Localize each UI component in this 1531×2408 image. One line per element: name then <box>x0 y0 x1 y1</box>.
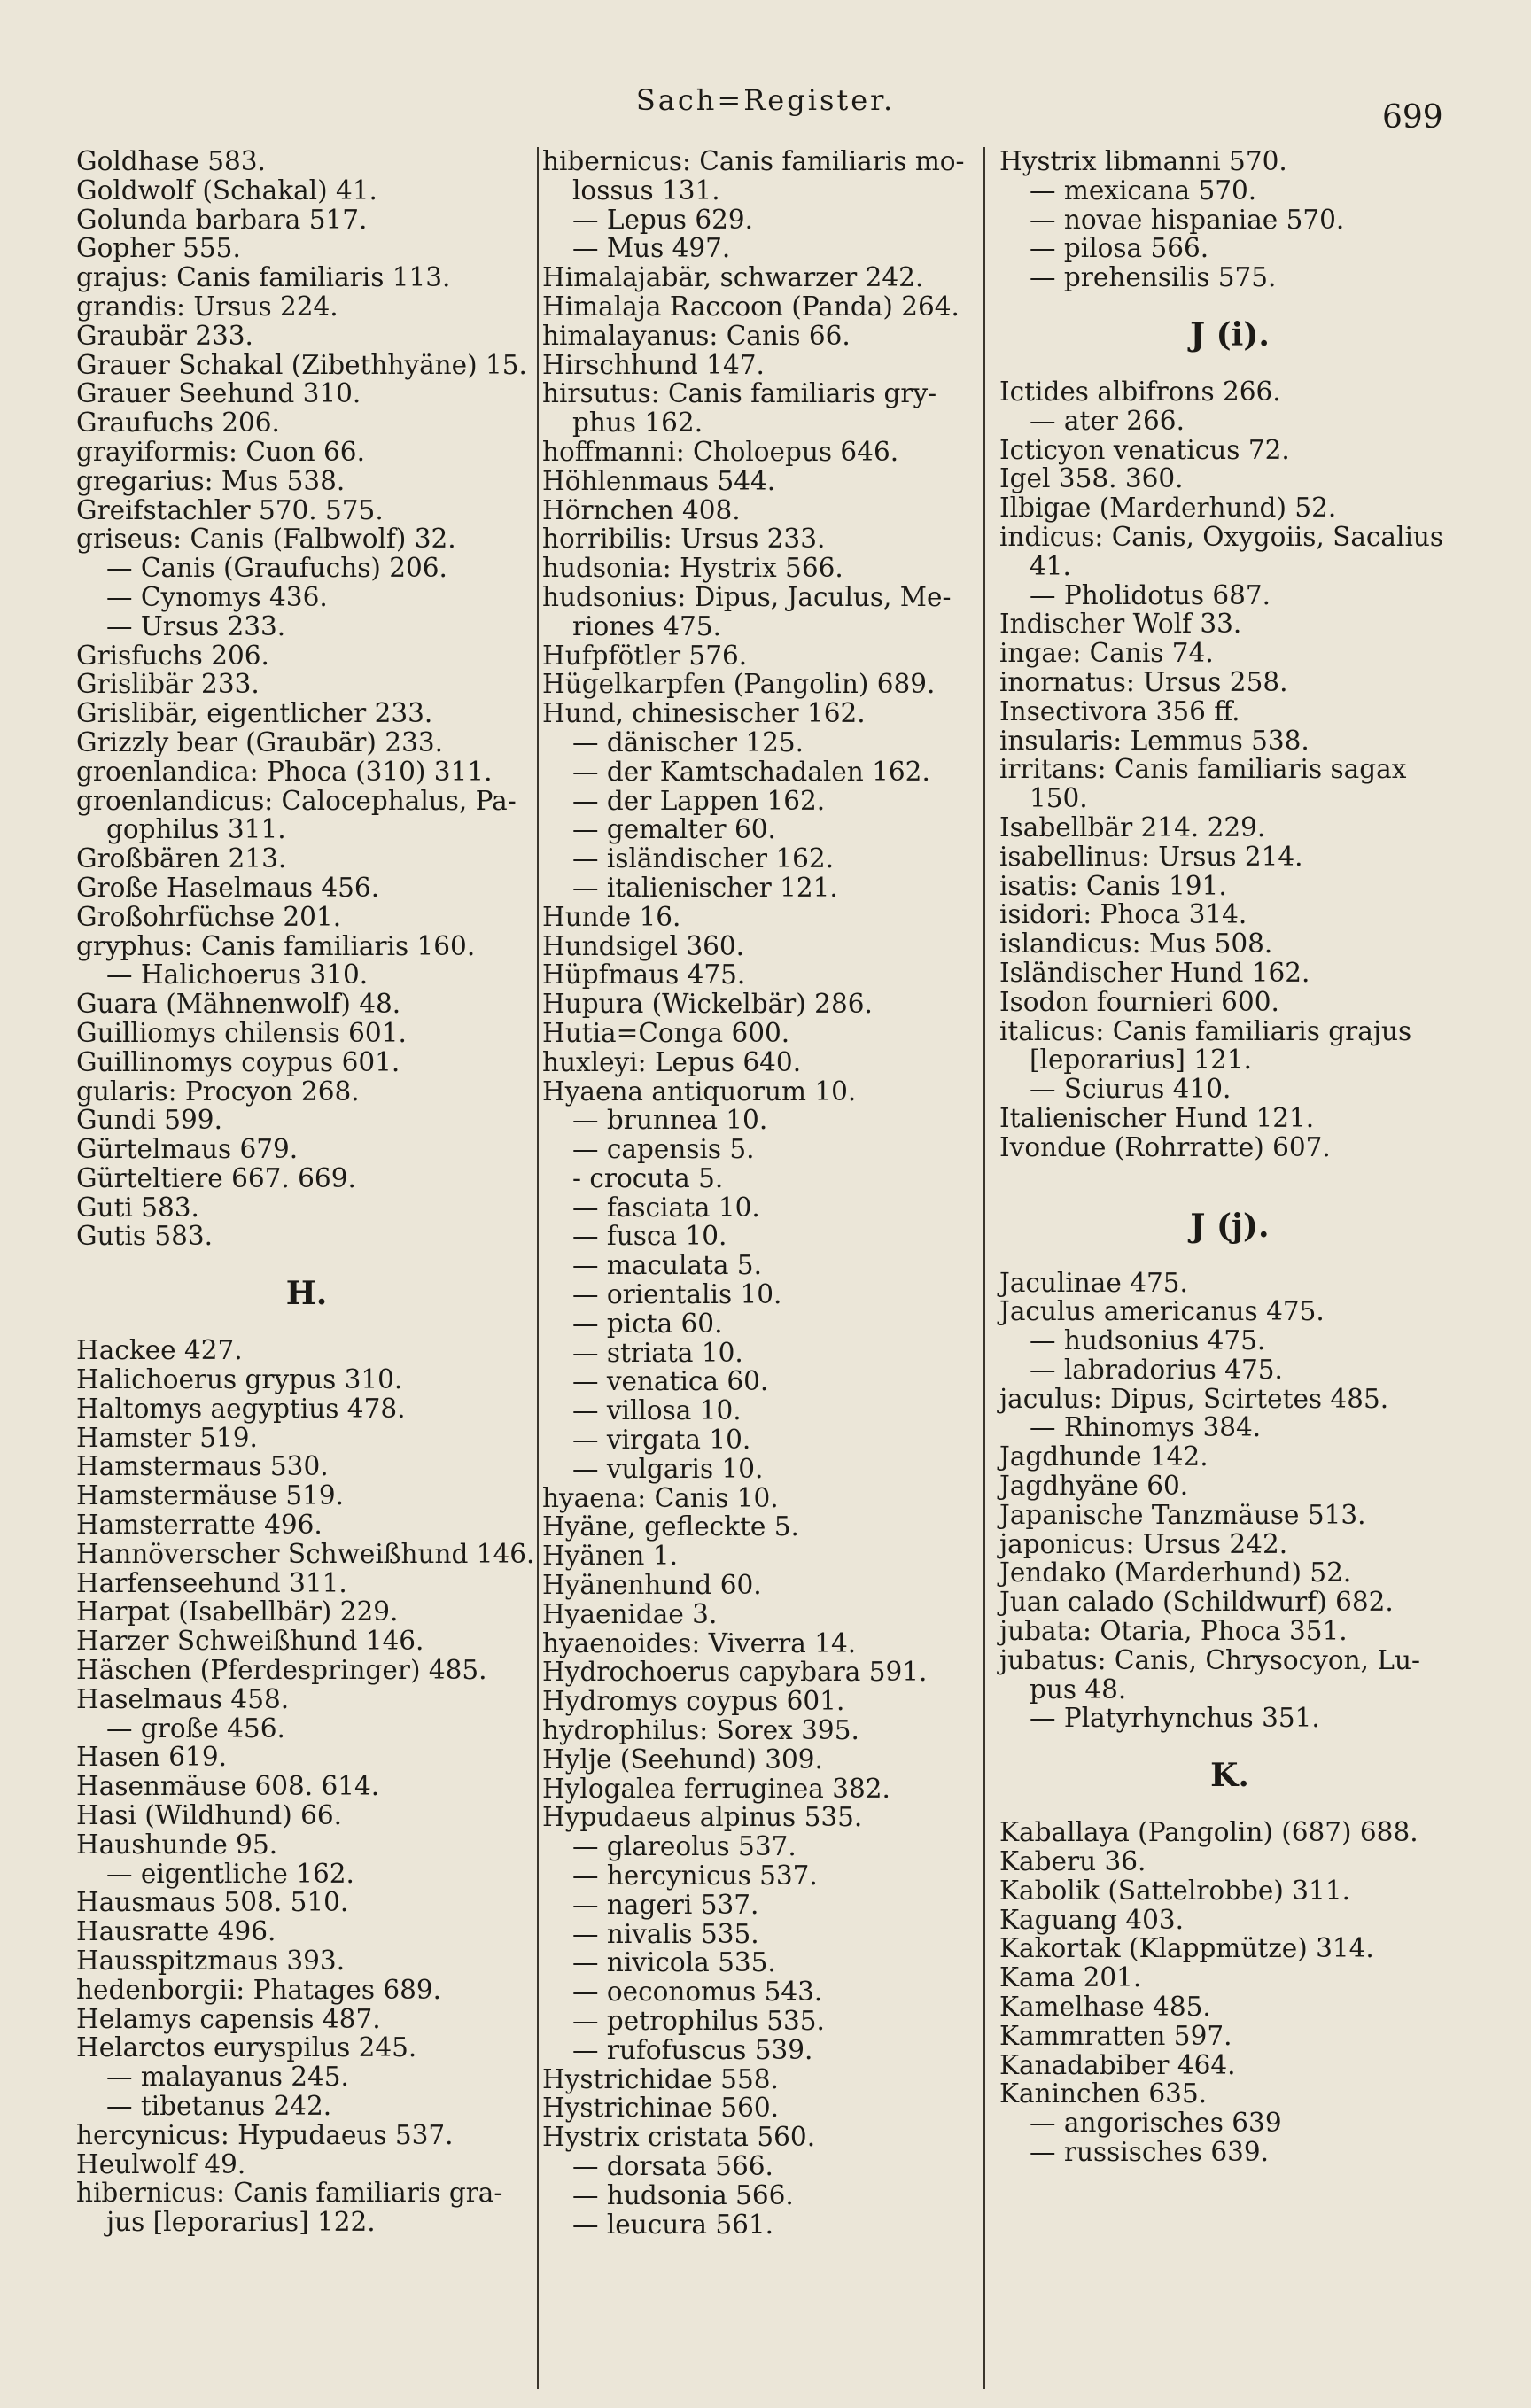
index-subentry: — venatica 60. <box>572 1366 769 1397</box>
index-entry: Hügelkarpfen (Pangolin) 689. <box>542 669 936 700</box>
index-entry: Goldhase 583. <box>76 146 266 176</box>
index-entry: isidori: Phoca 314. <box>999 899 1247 930</box>
index-entry: Kaberu 36. <box>999 1846 1146 1877</box>
index-entry: Kammratten 597. <box>999 2020 1232 2051</box>
index-entry: Greifstachler 570. 575. <box>76 494 384 525</box>
index-entry-continuation: gophilus 311. <box>106 814 286 845</box>
index-subentry: — malayanus 245. <box>106 2062 349 2093</box>
index-entry: insularis: Lemmus 538. <box>999 725 1310 756</box>
index-entry: Golunda barbara 517. <box>76 204 368 235</box>
page-number: 699 <box>1382 99 1443 136</box>
index-entry: Grauer Seehund 310. <box>76 378 361 409</box>
index-entry: Grisfuchs 206. <box>76 640 269 671</box>
index-entry-continuation: [leporarius] 121. <box>1030 1045 1252 1076</box>
index-entry: Goldwolf (Schakal) 41. <box>76 175 377 206</box>
index-entry: Hundsigel 360. <box>542 930 745 961</box>
index-entry: Jendako (Marderhund) 52. <box>999 1557 1352 1589</box>
index-entry: islandicus: Mus 508. <box>999 928 1273 959</box>
index-subentry: — der Lappen 162. <box>572 785 826 816</box>
index-entry: Hystrix libmanni 570. <box>999 146 1287 176</box>
index-entry: Hasen 619. <box>76 1742 227 1773</box>
index-entry: Hupura (Wickelbär) 286. <box>542 989 873 1020</box>
index-subentry: — glareolus 537. <box>572 1831 797 1862</box>
index-entry: horribilis: Ursus 233. <box>542 524 826 555</box>
index-subentry: — capensis 5. <box>572 1134 755 1165</box>
index-entry: Häschen (Pferdespringer) 485. <box>76 1655 487 1686</box>
index-entry: Hypudaeus alpinus 535. <box>542 1802 863 1833</box>
index-subentry: — Ursus 233. <box>106 610 286 641</box>
index-entry: Hamstermäuse 519. <box>76 1480 345 1511</box>
index-entry: Grislibär 233. <box>76 669 260 700</box>
index-entry: Graubär 233. <box>76 320 253 351</box>
index-entry: groenlandicus: Calocephalus, Pa- <box>76 785 517 816</box>
index-entry: Hamster 519. <box>76 1422 258 1453</box>
index-entry: Hund, chinesischer 162. <box>542 698 866 729</box>
index-entry: Hausratte 496. <box>76 1916 276 1947</box>
index-entry: Harpat (Isabellbär) 229. <box>76 1596 399 1627</box>
index-entry: Japanische Tanzmäuse 513. <box>999 1499 1366 1530</box>
index-subentry: — tibetanus 242. <box>106 2091 332 2121</box>
index-entry: indicus: Canis, Oxygoiis, Sacalius <box>999 521 1444 552</box>
index-subentry: — Pholidotus 687. <box>1030 579 1271 610</box>
index-entry: Harzer Schweißhund 146. <box>76 1626 424 1657</box>
index-subentry: — picta 60. <box>572 1308 723 1339</box>
index-subentry: — eigentliche 162. <box>106 1858 354 1889</box>
index-entry: Guillinomys coypus 601. <box>76 1046 400 1077</box>
index-entry: Ivondue (Rohrratte) 607. <box>999 1131 1331 1162</box>
index-entry: Hydromys coypus 601. <box>542 1686 845 1717</box>
index-entry: gryphus: Canis familiaris 160. <box>76 930 476 961</box>
index-entry: hibernicus: Canis familiaris gra- <box>76 2178 503 2209</box>
index-entry: Helarctos euryspilus 245. <box>76 2032 417 2063</box>
index-entry: Insectivora 356 ff. <box>999 695 1240 726</box>
index-subentry: — vulgaris 10. <box>572 1453 764 1484</box>
index-entry: Grauer Schakal (Zibethhyäne) 15. <box>76 349 527 380</box>
index-entry: Großbären 213. <box>76 843 287 874</box>
index-subentry: — fusca 10. <box>572 1221 727 1252</box>
index-subentry: — Sciurus 410. <box>1030 1074 1232 1105</box>
index-entry: hercynicus: Hypudaeus 537. <box>76 2119 454 2150</box>
index-subentry: — Cynomys 436. <box>106 581 328 612</box>
index-subentry: — leucura 561. <box>572 2209 774 2240</box>
index-subentry: — nivicola 535. <box>572 1947 776 1978</box>
index-entry: Isländischer Hund 162. <box>999 957 1310 988</box>
index-subentry: — maculata 5. <box>572 1250 762 1281</box>
index-entry: Kabolik (Sattelrobbe) 311. <box>999 1875 1350 1906</box>
page-header <box>0 78 1531 136</box>
index-entry: grajus: Canis familiaris 113. <box>76 262 451 293</box>
index-entry: Hasi (Wildhund) 66. <box>76 1800 343 1831</box>
index-entry: Höhlenmaus 544. <box>542 465 776 496</box>
index-entry: Gutis 583. <box>76 1221 214 1252</box>
index-entry: Hyaenidae 3. <box>542 1598 718 1629</box>
index-subentry: — gemalter 60. <box>572 814 776 845</box>
index-entry: hyaenoides: Viverra 14. <box>542 1627 857 1658</box>
index-entry: hudsonia: Hystrix 566. <box>542 553 843 584</box>
index-entry: inornatus: Ursus 258. <box>999 666 1288 697</box>
index-subentry: — große 456. <box>106 1713 285 1744</box>
index-entry: Kakortak (Klappmütze) 314. <box>999 1933 1374 1964</box>
index-subentry: — italienischer 121. <box>572 872 838 903</box>
index-entry: grayiformis: Cuon 66. <box>76 436 365 467</box>
index-entry-continuation: 150. <box>1030 783 1088 814</box>
index-entry: hydrophilus: Sorex 395. <box>542 1715 859 1746</box>
index-entry: Igel 358. 360. <box>999 463 1184 494</box>
index-entry: Hylogalea ferruginea 382. <box>542 1773 890 1804</box>
index-subentry: — fasciata 10. <box>572 1192 760 1223</box>
index-entry: Gürteltiere 667. 669. <box>76 1162 356 1193</box>
index-subentry: — angorisches 639 <box>1030 2108 1282 2139</box>
index-entry: jaculus: Dipus, Scirtetes 485. <box>999 1383 1389 1414</box>
index-entry: Hüpfmaus 475. <box>542 959 746 990</box>
index-subentry: — dorsata 566. <box>572 2150 773 2181</box>
index-entry: Guara (Mähnenwolf) 48. <box>76 989 401 1020</box>
index-subentry: — mexicana 570. <box>1030 175 1257 206</box>
index-entry: Hyänen 1. <box>542 1541 678 1572</box>
index-subentry: — hudsonius 475. <box>1030 1325 1266 1356</box>
index-entry: Hystrix cristata 560. <box>542 2122 816 2153</box>
index-entry: Jaculinae 475. <box>999 1267 1188 1298</box>
index-subentry: — Platyrhynchus 351. <box>1030 1703 1320 1734</box>
index-entry: Hannöverscher Schweißhund 146. <box>76 1538 535 1569</box>
index-entry: Jaculus americanus 475. <box>999 1296 1325 1327</box>
index-entry: Jagdhunde 142. <box>999 1441 1208 1472</box>
index-entry: isabellinus: Ursus 214. <box>999 841 1303 872</box>
index-entry: Himalajabär, schwarzer 242. <box>542 262 924 293</box>
index-subentry: — labradorius 475. <box>1030 1354 1283 1385</box>
index-subentry: — nageri 537. <box>572 1889 759 1920</box>
index-entry: Hyäne, gefleckte 5. <box>542 1511 799 1542</box>
index-entry: Hirschhund 147. <box>542 349 765 380</box>
index-entry: Indischer Wolf 33. <box>999 609 1242 640</box>
index-entry: Icticyon venaticus 72. <box>999 434 1290 465</box>
index-entry: Kaninchen 635. <box>999 2078 1208 2109</box>
section-letter-heading: H. <box>285 1275 328 1313</box>
index-entry: Kamelhase 485. <box>999 1992 1211 2023</box>
index-entry: Haselmaus 458. <box>76 1683 290 1714</box>
index-entry: gularis: Procyon 268. <box>76 1076 360 1107</box>
index-entry: Hyänenhund 60. <box>542 1570 762 1601</box>
index-entry: Grizzly bear (Graubär) 233. <box>76 726 443 757</box>
index-entry: Jagdhyäne 60. <box>999 1471 1189 1502</box>
index-entry: Hamstermaus 530. <box>76 1451 329 1482</box>
index-entry: ingae: Canis 74. <box>999 638 1214 669</box>
index-entry-continuation: riones 475. <box>572 610 721 641</box>
index-subentry: — hercynicus 537. <box>572 1860 818 1891</box>
index-entry: Kaballaya (Pangolin) (687) 688. <box>999 1817 1418 1848</box>
index-subentry: — villosa 10. <box>572 1395 742 1426</box>
index-entry: Hystrichinae 560. <box>542 2093 779 2124</box>
index-column-left <box>76 147 537 2237</box>
index-entry: Kama 201. <box>999 1962 1142 1993</box>
index-subentry: — virgata 10. <box>572 1425 751 1456</box>
index-entry: isatis: Canis 191. <box>999 870 1227 901</box>
index-subentry: — Canis (Graufuchs) 206. <box>106 553 447 584</box>
index-entry: jubata: Otaria, Phoca 351. <box>999 1616 1348 1647</box>
index-subentry: — prehensilis 575. <box>1030 262 1277 293</box>
index-entry: Hydrochoerus capybara 591. <box>542 1657 928 1688</box>
index-entry: Ictides albifrons 266. <box>999 376 1281 407</box>
index-entry-continuation: phus 162. <box>572 408 703 439</box>
index-entry: jubatus: Canis, Chrysocyon, Lu- <box>999 1644 1420 1675</box>
index-subentry: — Lepus 629. <box>572 204 754 235</box>
index-entry-continuation: lossus 131. <box>572 175 720 206</box>
index-entry: hoffmanni: Choloepus 646. <box>542 436 899 467</box>
index-entry: Hausmaus 508. 510. <box>76 1887 349 1918</box>
index-subentry: — isländischer 162. <box>572 843 835 874</box>
index-entry: Haushunde 95. <box>76 1829 278 1860</box>
index-subentry: — striata 10. <box>572 1337 743 1368</box>
index-entry: hirsutus: Canis familiaris gry- <box>542 378 937 409</box>
index-subentry: — novae hispaniae 570. <box>1030 204 1345 235</box>
index-entry: Isodon fournieri 600. <box>999 986 1279 1017</box>
index-entry: Isabellbär 214. 229. <box>999 812 1266 843</box>
index-subentry: — Mus 497. <box>572 233 731 264</box>
index-entry: Große Haselmaus 456. <box>76 872 380 903</box>
index-entry: japonicus: Ursus 242. <box>999 1528 1288 1559</box>
index-entry: Halichoerus grypus 310. <box>76 1364 403 1395</box>
column-divider <box>537 147 539 2389</box>
index-entry-continuation: pus 48. <box>1030 1674 1127 1705</box>
index-subentry: — rufofuscus 539. <box>572 2034 813 2065</box>
index-subentry: — ater 266. <box>1030 405 1185 436</box>
index-subentry: — pilosa 566. <box>1030 233 1209 264</box>
index-entry: Guti 583. <box>76 1192 199 1223</box>
spacer <box>999 1162 1460 1184</box>
section-letter-heading: J (i). <box>1190 315 1270 353</box>
index-entry: Hyaena antiquorum 10. <box>542 1076 857 1107</box>
index-entry: irritans: Canis familiaris sagax <box>999 754 1407 785</box>
index-entry: Ilbigae (Marderhund) 52. <box>999 493 1337 524</box>
index-entry: Haltomys aegyptius 478. <box>76 1393 406 1424</box>
index-entry: Helamys capensis 487. <box>76 2003 381 2034</box>
index-entry: Kanadabiber 464. <box>999 2049 1236 2080</box>
index-entry: Hörnchen 408. <box>542 494 741 525</box>
index-entry: Großohrfüchse 201. <box>76 901 342 932</box>
index-entry: Grislibär, eigentlicher 233. <box>76 698 433 729</box>
index-entry: Guilliomys chilensis 601. <box>76 1017 407 1048</box>
index-entry-continuation: jus [leporarius] 122. <box>106 2207 376 2238</box>
index-entry: Hufpfötler 576. <box>542 640 748 671</box>
index-subentry: — oeconomus 543. <box>572 1977 823 2008</box>
index-column-middle <box>542 147 985 2239</box>
index-entry: grandis: Ursus 224. <box>76 291 338 322</box>
index-entry: Hackee 427. <box>76 1335 243 1366</box>
running-title: Sach=Register. <box>635 83 896 117</box>
index-entry: Hausspitzmaus 393. <box>76 1946 346 1977</box>
index-entry: Hunde 16. <box>542 901 681 932</box>
index-entry: Graufuchs 206. <box>76 408 280 439</box>
index-entry: Hutia=Conga 600. <box>542 1017 790 1048</box>
index-entry: Hystrichidae 558. <box>542 2063 779 2094</box>
index-entry: Juan calado (Schildwurf) 682. <box>999 1587 1394 1618</box>
section-letter-heading: K. <box>1210 1757 1249 1795</box>
index-subentry: - crocuta 5. <box>572 1162 724 1193</box>
index-subentry: — petrophilus 535. <box>572 2006 825 2036</box>
index-entry: gregarius: Mus 538. <box>76 465 346 496</box>
index-entry: Hasenmäuse 608. 614. <box>76 1771 380 1802</box>
index-subentry: — orientalis 10. <box>572 1279 782 1310</box>
index-subentry: — nivalis 535. <box>572 1918 759 1949</box>
index-entry: Gundi 599. <box>76 1105 222 1136</box>
index-entry: Gürtelmaus 679. <box>76 1134 299 1165</box>
index-entry: griseus: Canis (Falbwolf) 32. <box>76 524 456 555</box>
index-entry: italicus: Canis familiaris grajus <box>999 1015 1412 1046</box>
index-entry: himalayanus: Canis 66. <box>542 320 851 351</box>
index-entry: Hamsterratte 496. <box>76 1510 323 1541</box>
index-entry: Heulwolf 49. <box>76 2148 246 2179</box>
index-entry: groenlandica: Phoca (310) 311. <box>76 756 493 787</box>
index-entry: Himalaja Raccoon (Panda) 264. <box>542 291 960 322</box>
index-entry: Italienischer Hund 121. <box>999 1102 1315 1133</box>
index-entry: hyaena: Canis 10. <box>542 1482 779 1513</box>
index-subentry: — Halichoerus 310. <box>106 959 369 990</box>
index-entry: hibernicus: Canis familiaris mo- <box>542 146 965 176</box>
index-subentry: — hudsonia 566. <box>572 2179 794 2210</box>
index-entry: Gopher 555. <box>76 233 241 264</box>
index-entry-continuation: 41. <box>1030 550 1071 581</box>
index-entry: hedenborgii: Phatages 689. <box>76 1974 442 2005</box>
index-subentry: — dänischer 125. <box>572 726 804 757</box>
index-entry: hudsonius: Dipus, Jaculus, Me- <box>542 581 952 612</box>
index-subentry: — Rhinomys 384. <box>1030 1412 1262 1443</box>
index-entry: Kaguang 403. <box>999 1904 1185 1935</box>
index-entry: Harfenseehund 311. <box>76 1567 347 1598</box>
index-entry: huxleyi: Lepus 640. <box>542 1046 802 1077</box>
index-column-right <box>999 147 1460 2167</box>
index-entry: Hylje (Seehund) 309. <box>542 1744 823 1775</box>
index-subentry: — russisches 639. <box>1030 2137 1270 2168</box>
index-subentry: — der Kamtschadalen 162. <box>572 756 930 787</box>
section-letter-heading: J (j). <box>1190 1207 1270 1245</box>
index-subentry: — brunnea 10. <box>572 1105 768 1136</box>
